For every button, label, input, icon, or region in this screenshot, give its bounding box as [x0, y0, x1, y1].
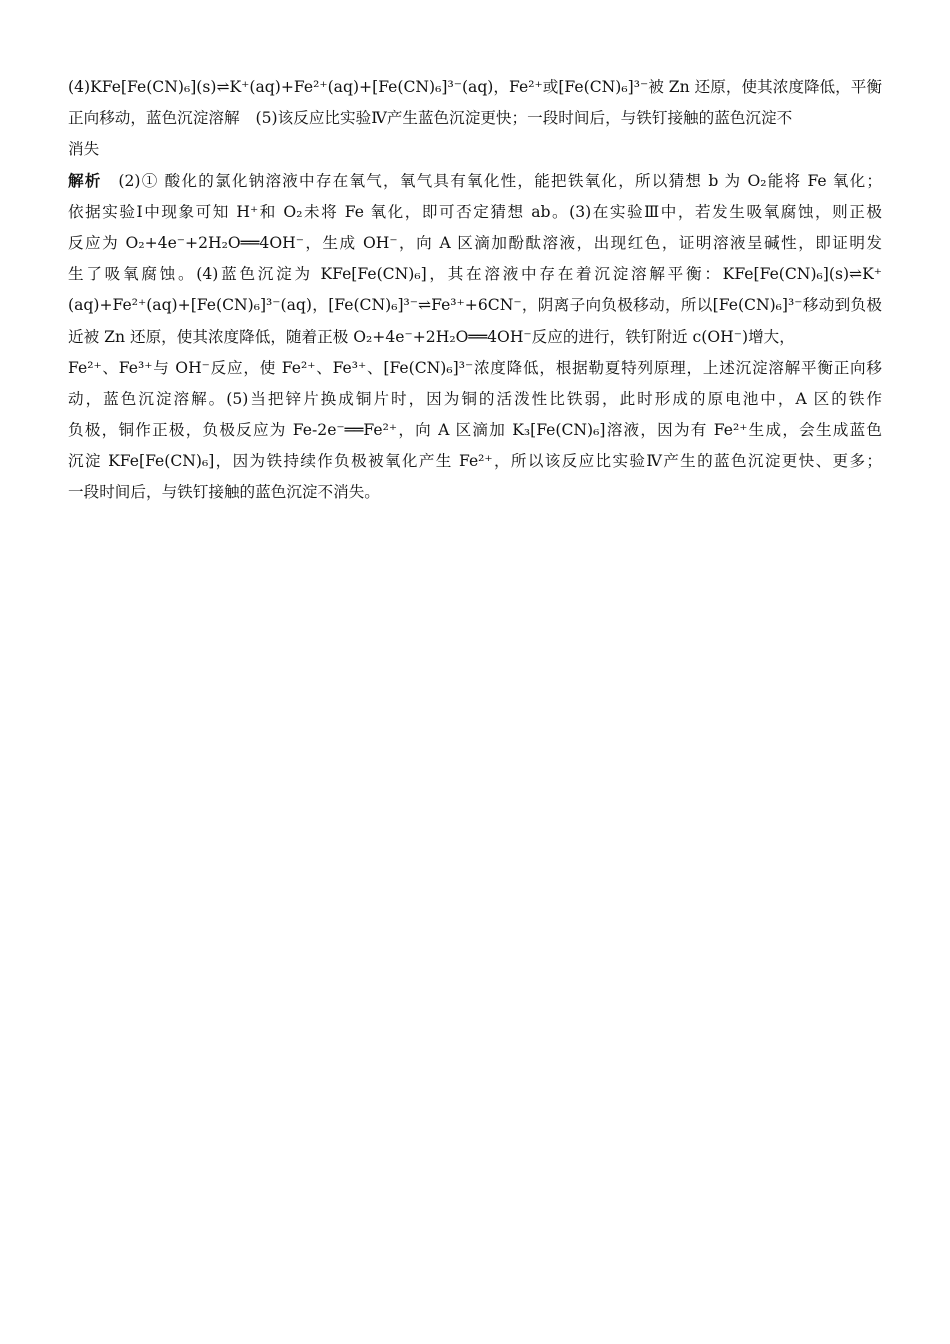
answer-line-3: 消失	[68, 140, 100, 159]
analysis-line-4: 生了吸氧腐蚀。(4)蓝色沉淀为 KFe[Fe(CN)₆]，其在溶液中存在着沉淀溶解平衡：KFe[Fe(CN)₆](s)⇌K⁺	[68, 265, 882, 284]
analysis-line-8: 动，蓝色沉淀溶解。(5)当把锌片换成铜片时，因为铜的活泼性比铁弱，此时形成的原电池中，A 区的铁作	[68, 389, 882, 408]
document-page	[68, 72, 882, 509]
analysis-label: 解析	[68, 171, 102, 190]
analysis-line-11: 一段时间后，与铁钉接触的蓝色沉淀不消失。	[68, 483, 380, 502]
analysis-line-3: 反应为 O₂+4e⁻+2H₂O══4OH⁻，生成 OH⁻，向 A 区滴加酚酞溶液，出现红色，证明溶液呈碱性，即证明发	[68, 233, 882, 252]
answer-line-2-part-a: 正向移动，蓝色沉淀溶解	[68, 109, 240, 128]
analysis-line-10: 沉淀 KFe[Fe(CN)₆]，因为铁持续作负极被氧化产生 Fe²⁺，所以该反应比实验Ⅳ产生的蓝色沉淀更快、更多；	[68, 452, 882, 471]
analysis-line-7: Fe²⁺、Fe³⁺与 OH⁻反应，使 Fe²⁺、Fe³⁺、[Fe(CN)₆]³⁻浓度降低，根据勒夏特列原理，上述沉淀溶解平衡正向移	[68, 358, 882, 377]
analysis-line-2: 依据实验Ⅰ中现象可知 H⁺和 O₂未将 Fe 氧化，即可否定猜想 ab。(3)在实验Ⅲ中，若发生吸氧腐蚀，则正极	[68, 202, 882, 221]
analysis-line-9: 负极，铜作正极，负极反应为 Fe-2e⁻══Fe²⁺，向 A 区滴加 K₃[Fe(CN)₆]溶液，因为有 Fe²⁺生成，会生成蓝色	[68, 421, 882, 440]
answer-line-2	[68, 103, 882, 134]
analysis-line-6: 近被 Zn 还原，使其浓度降低，随着正极 O₂+4e⁻+2H₂O══4OH⁻反应的进行，铁钉附近 c(OH⁻)增大，	[68, 327, 795, 346]
answer-line-2-part-b: (5)该反应比实验Ⅳ产生蓝色沉淀更快；一段时间后，与铁钉接触的蓝色沉淀不	[255, 109, 793, 128]
analysis-line-5: (aq)+Fe²⁺(aq)+[Fe(CN)₆]³⁻(aq)，[Fe(CN)₆]³⁻⇌Fe³⁺+6CN⁻，阴离子向负极移动，所以[Fe(CN)₆]³⁻移动到负极	[68, 296, 882, 315]
analysis-text: (2)① 酸化的氯化钠溶液中存在氧气，氧气具有氧化性，能把铁氧化，所以猜想 b 为 O₂能将 Fe 氧化；	[118, 171, 882, 190]
analysis-line-1	[68, 166, 882, 197]
answer-line-1: (4)KFe[Fe(CN)₆](s)⇌K⁺(aq)+Fe²⁺(aq)+[Fe(CN)₆]³⁻(aq)，Fe²⁺或[Fe(CN)₆]³⁻被 Zn 还原，使其浓度降低，平衡	[68, 78, 882, 96]
